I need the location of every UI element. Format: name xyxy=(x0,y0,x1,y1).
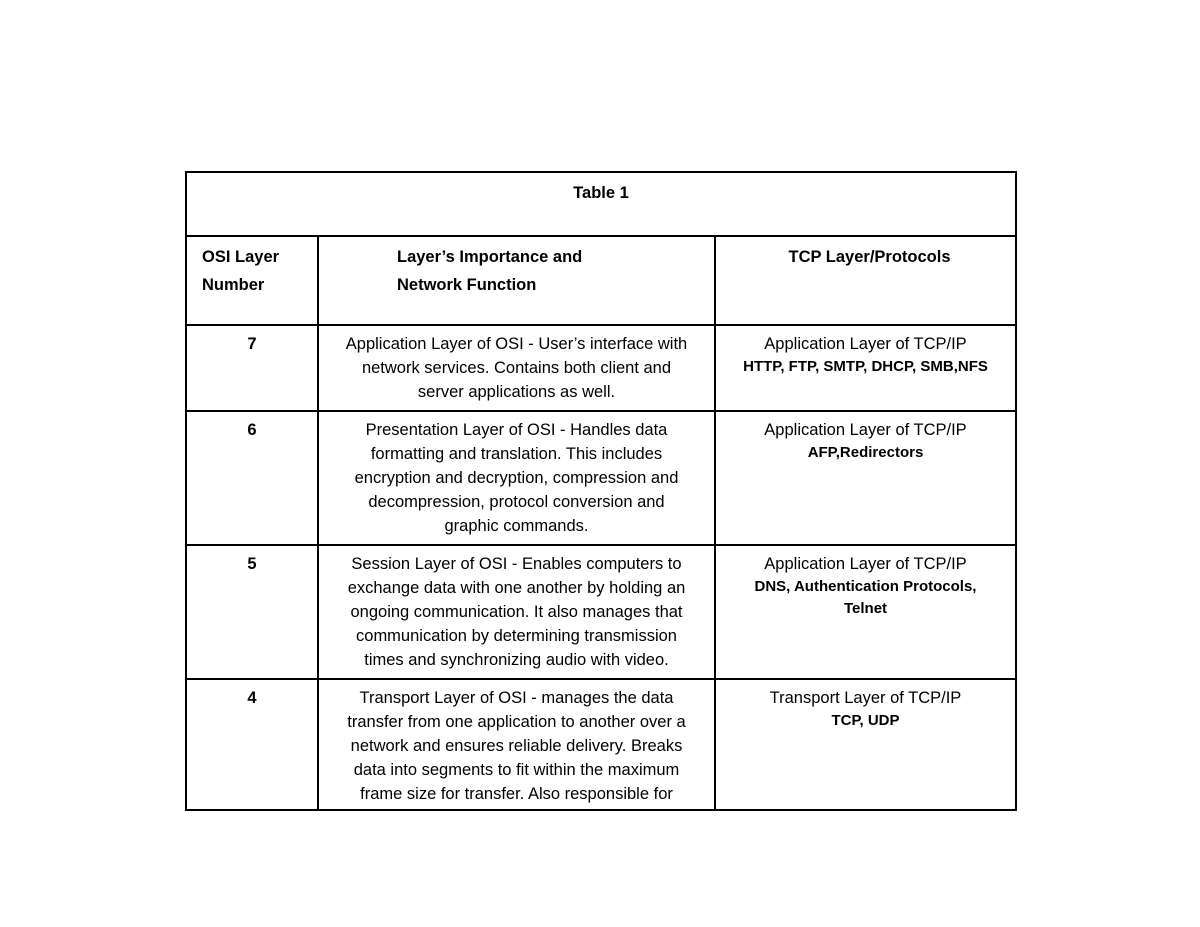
description-line: ongoing communication. It also manages that xyxy=(350,603,683,621)
layer-description-cell xyxy=(317,546,714,678)
description-line: times and synchronizing audio with video. xyxy=(364,651,669,669)
description-line: server applications as well. xyxy=(417,383,616,401)
layer-number: 5 xyxy=(247,555,257,573)
table-row xyxy=(187,410,1015,544)
tcp-layer-name: Application Layer of TCP/IP xyxy=(764,421,967,439)
header-label: Number xyxy=(202,276,265,294)
description-line: data into segments to fit within the maximum xyxy=(353,761,680,779)
table-title-row xyxy=(187,173,1015,235)
header-label: TCP Layer/Protocols xyxy=(788,248,951,266)
tcp-protocols-cell xyxy=(714,680,1015,809)
description-line: Transport Layer of OSI - manages the data xyxy=(359,689,674,707)
layer-number: 6 xyxy=(247,421,257,439)
table-row xyxy=(187,544,1015,678)
layer-description-cell xyxy=(317,412,714,544)
header-label: Layer’s Importance and xyxy=(397,248,583,266)
description-line: network services. Contains both client and xyxy=(361,359,672,377)
header-cell-importance xyxy=(317,237,714,324)
description-line: network and ensures reliable delivery. Breaks xyxy=(350,737,683,755)
layer-number-cell xyxy=(187,680,317,809)
description-line: exchange data with one another by holding an xyxy=(347,579,686,597)
tcp-protocols-cell xyxy=(714,412,1015,544)
protocol-list: DNS, Authentication Protocols, xyxy=(754,578,977,595)
description-line: communication by determining transmission xyxy=(356,627,677,645)
protocol-list: AFP,Redirectors xyxy=(807,444,924,461)
description-line: formatting and translation. This includes xyxy=(370,445,663,463)
header-cell-tcp-protocols xyxy=(714,237,1015,324)
layer-number: 4 xyxy=(247,689,257,707)
description-line: transfer from one application to another over a xyxy=(347,713,686,731)
layer-number: 7 xyxy=(247,335,257,353)
tcp-protocols-cell xyxy=(714,326,1015,410)
header-label: OSI Layer xyxy=(202,248,280,266)
protocol-list: HTTP, FTP, SMTP, DHCP, SMB,NFS xyxy=(743,358,988,375)
description-line: Session Layer of OSI - Enables computers to xyxy=(351,555,682,573)
description-line: graphic commands. xyxy=(444,517,589,535)
description-line: Application Layer of OSI - User’s interface with xyxy=(345,335,688,353)
table-header-row xyxy=(187,235,1015,324)
tcp-protocols-cell xyxy=(714,546,1015,678)
table-row xyxy=(187,678,1015,809)
description-line: encryption and decryption, compression and xyxy=(354,469,679,487)
table-row xyxy=(187,324,1015,410)
protocol-list: TCP, UDP xyxy=(831,712,900,729)
tcp-layer-name: Application Layer of TCP/IP xyxy=(764,335,967,353)
osi-table xyxy=(185,171,1017,811)
table-title: Table 1 xyxy=(573,184,629,202)
header-cell-layer-number xyxy=(187,237,317,324)
layer-number-cell xyxy=(187,412,317,544)
layer-number-cell xyxy=(187,326,317,410)
header-label: Network Function xyxy=(397,276,537,294)
tcp-layer-name: Application Layer of TCP/IP xyxy=(764,555,967,573)
description-line: Presentation Layer of OSI - Handles data xyxy=(365,421,668,439)
layer-description-cell xyxy=(317,326,714,410)
protocol-list: Telnet xyxy=(843,600,888,617)
layer-number-cell xyxy=(187,546,317,678)
layer-description-cell xyxy=(317,680,714,809)
description-line: decompression, protocol conversion and xyxy=(368,493,665,511)
description-line: frame size for transfer. Also responsible for xyxy=(360,785,673,803)
tcp-layer-name: Transport Layer of TCP/IP xyxy=(769,689,962,707)
